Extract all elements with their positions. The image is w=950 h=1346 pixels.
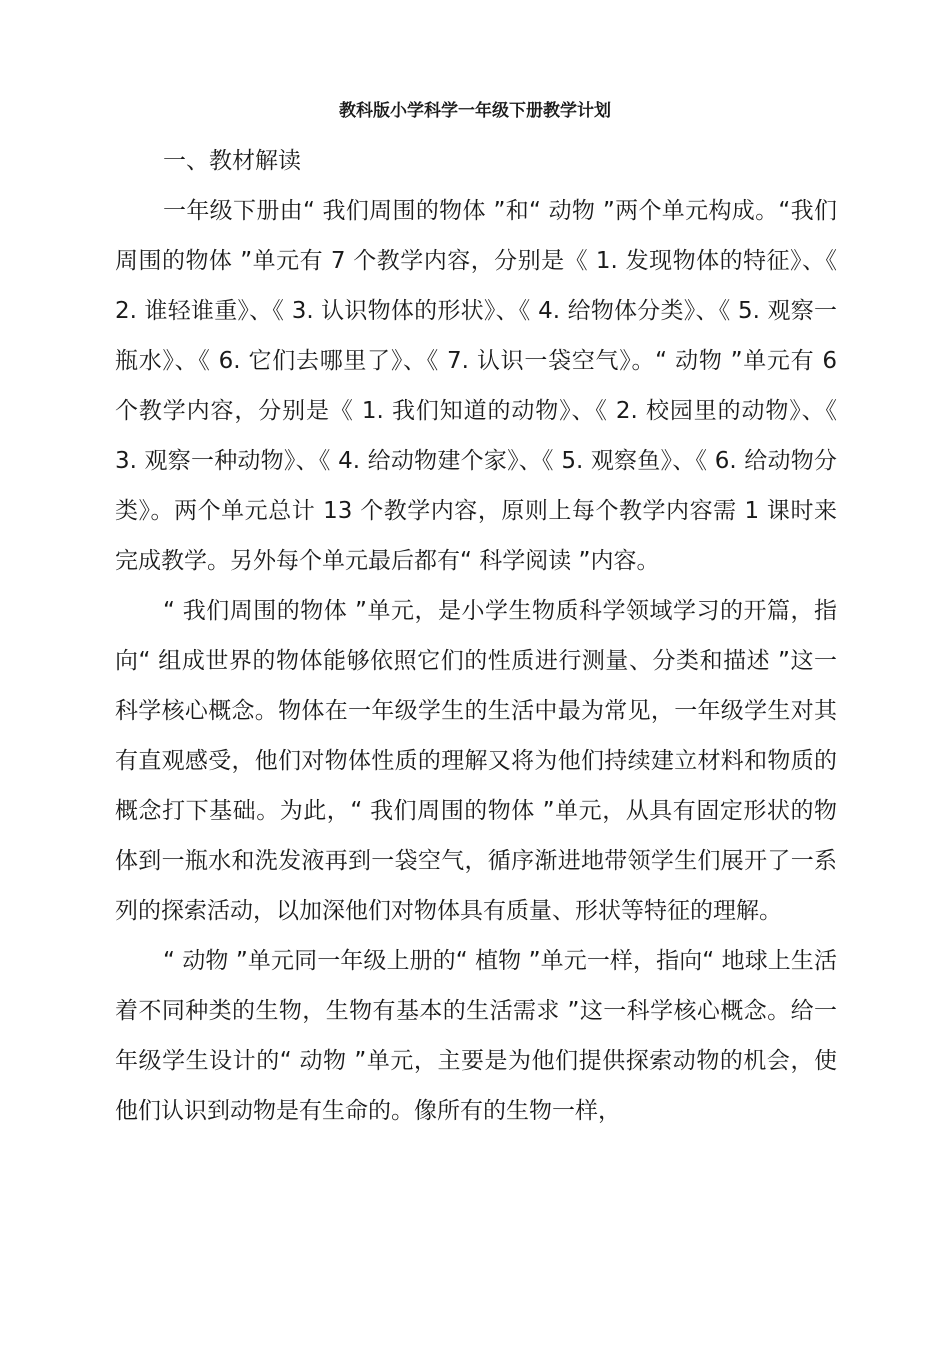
section-heading: 一、教材解读: [163, 148, 301, 174]
paragraph-objects-unit: “ 我们周围的物体 ”单元，是小学生物质科学领域学习的开篇，指向“ 组成世界的物体能够依照它们的性质进行测量、分类和描述 ”这一科学核心概念。物体在一年级学生的生活中最为常见，一年级学生对其有直观感受，他们对物体性质的理解又将为他们持续建立材料和物质的概念打下基础。为此，“ 我们周围的物体 ”单元，从具有固定形状的物体到一瓶水和洗发液再到一袋空气，循序渐进地带领学生们展开了一系列的探索活动，以加深他们对物体具有质量、形状等特征的理解。: [115, 598, 837, 924]
paragraph-units-overview: 一年级下册由“ 我们周围的物体 ”和“ 动物 ”两个单元构成。“我们周围的物体 ”单元有 7 个教学内容，分别是《 1. 发现物体的特征》、《 2. 谁轻谁重》、《 3. 认识物体的形状》、《 4. 给物体分类》、《 5. 观察一瓶水》、《 6. 它们去哪里了》、《 7. 认识一袋空气》。“ 动物 ”单元有 6 个教学内容，分别是《 1. 我们知道的动物》、《 2. 校园里的动物》、《 3. 观察一种动物》、《 4. 给动物建个家》、《 5. 观察鱼》、《 6. 给动物分类》。两个单元总计 13 个教学内容，原则上每个教学内容需 1 课时来完成教学。另外每个单元最后都有“ 科学阅读 ”内容。: [115, 198, 837, 574]
paragraph-animals-unit: “ 动物 ”单元同一年级上册的“ 植物 ”单元一样，指向“ 地球上生活着不同种类的生物，生物有基本的生活需求 ”这一科学核心概念。给一年级学生设计的“ 动物 ”单元，主要是为他们提供探索动物的机会，使他们认识到动物是有生命的。像所有的生物一样，: [115, 948, 837, 1124]
document-body: [115, 136, 837, 1136]
document-title: 教科版小学科学一年级下册教学计划: [339, 101, 611, 121]
